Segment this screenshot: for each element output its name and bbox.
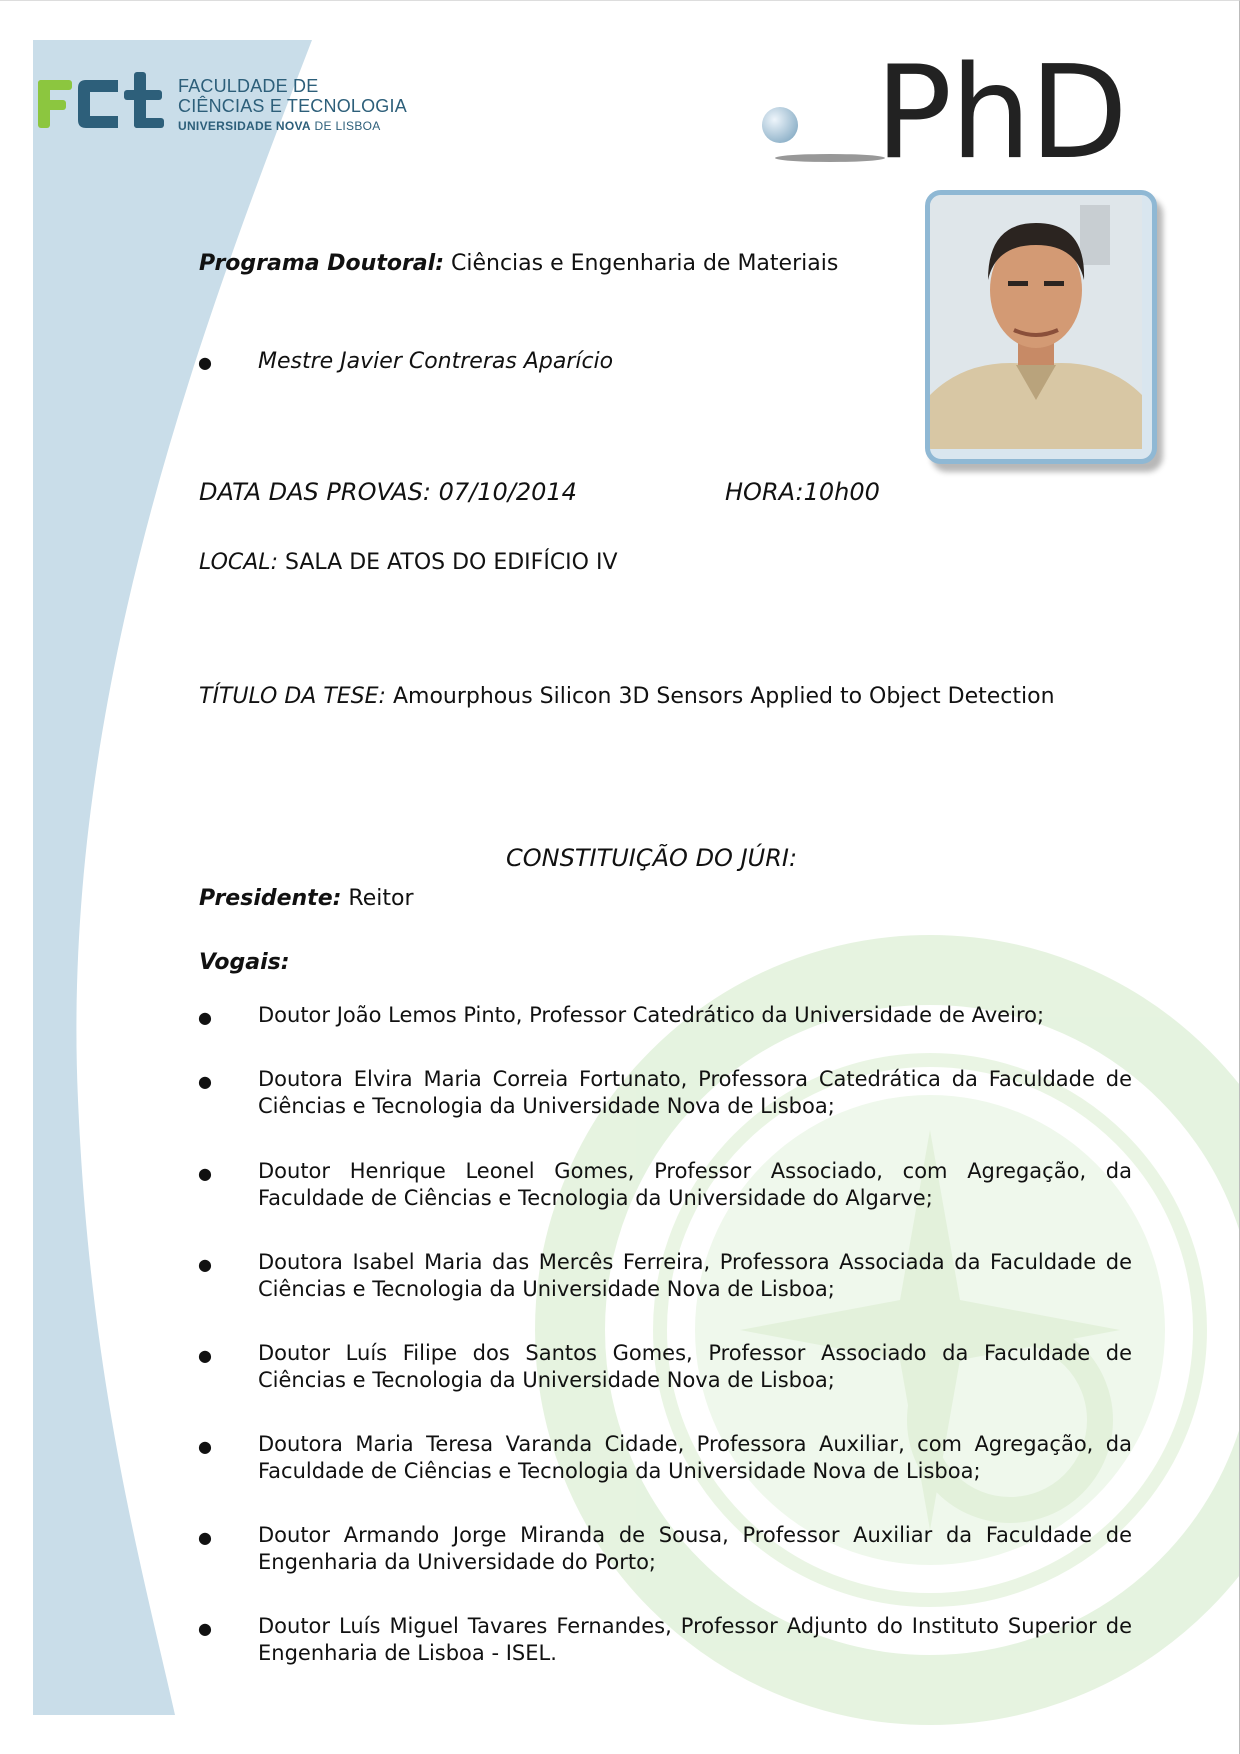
logo-line-faculdade: FACULDADE DE — [178, 76, 319, 96]
provas-date-line — [199, 479, 577, 506]
candidate-portrait-image — [930, 195, 1142, 449]
bullet-icon: ● — [198, 1346, 212, 1365]
local-line — [199, 549, 618, 576]
programa-line — [199, 250, 838, 277]
candidate-name: Mestre Javier Contreras Aparício — [258, 349, 614, 374]
bullet-icon: ● — [198, 1255, 212, 1274]
bullet-icon: ● — [198, 1072, 212, 1091]
juri-member: Doutor Henrique Leonel Gomes, Professor Associado, com Agregação, da Faculdade de Ciências e Tecnologia da Universidade do Algarve; — [258, 1159, 1132, 1210]
sphere-icon — [762, 107, 798, 143]
juri-member: Doutor Luís Miguel Tavares Fernandes, Professor Adjunto do Instituto Superior de Engenharia de Lisboa - ISEL. — [258, 1614, 1132, 1665]
juri-heading: CONSTITUIÇÃO DO JÚRI: — [506, 844, 798, 872]
provas-hour-value: 10h00 — [803, 478, 880, 506]
presidente-value: Reitor — [341, 886, 414, 911]
tese-label: TÍTULO DA TESE: — [199, 684, 386, 709]
bullet-icon: ● — [198, 1164, 212, 1183]
juri-member: Doutor João Lemos Pinto, Professor Catedrático da Universidade de Aveiro; — [258, 1003, 1045, 1027]
provas-hour-line — [725, 479, 880, 506]
presidente-line — [199, 885, 414, 912]
tese-line — [199, 683, 1055, 710]
local-label: LOCAL: — [199, 550, 278, 575]
provas-date-value: 07/10/2014 — [430, 478, 577, 506]
logo-universidade-bold: UNIVERSIDADE NOVA — [178, 119, 311, 133]
provas-hour-label: HORA: — [725, 478, 804, 506]
juri-member: Doutora Isabel Maria das Mercês Ferreira, Professora Associada da Faculdade de Ciências e Tecnologia da Universidade Nova de Lisboa; — [258, 1250, 1132, 1301]
tese-value: Amourphous Silicon 3D Sensors Applied to Object Detection — [385, 684, 1055, 709]
programa-label: Programa Doutoral: — [199, 251, 444, 276]
bullet-icon: ● — [198, 353, 212, 372]
presidente-label: Presidente: — [199, 886, 342, 911]
bullet-icon: ● — [198, 1528, 212, 1547]
programa-value: Ciências e Engenharia de Materiais — [444, 251, 839, 276]
logo-line-ciencias: CIÊNCIAS E TECNOLOGIA — [178, 96, 407, 116]
logo-universidade-thin: DE LISBOA — [310, 119, 381, 133]
bullet-icon: ● — [198, 1619, 212, 1638]
bullet-icon: ● — [198, 1008, 212, 1027]
juri-member: Doutor Armando Jorge Miranda de Sousa, Professor Auxiliar da Faculdade de Engenharia da Universidade do Porto; — [258, 1523, 1132, 1574]
juri-member: Doutora Elvira Maria Correia Fortunato, Professora Catedrática da Faculdade de Ciências e Tecnologia da Universidade Nova de Lisboa; — [258, 1067, 1132, 1118]
vogais-label: Vogais: — [199, 950, 290, 975]
local-value: SALA DE ATOS DO EDIFÍCIO IV — [277, 550, 618, 575]
juri-member: Doutora Maria Teresa Varanda Cidade, Professora Auxiliar, com Agregação, da Faculdade de Ciências e Tecnologia da Universidade Nova de Lisboa; — [258, 1432, 1132, 1483]
fct-logo-text — [178, 76, 407, 136]
bullet-icon: ● — [198, 1437, 212, 1456]
logo-line-universidade — [178, 116, 407, 136]
juri-member: Doutor Luís Filipe dos Santos Gomes, Professor Associado da Faculdade de Ciências e Tecnologia da Universidade Nova de Lisboa; — [258, 1341, 1132, 1392]
provas-date-label: DATA DAS PROVAS: — [199, 478, 431, 506]
phd-title: PhD — [875, 39, 1126, 188]
candidate-photo — [925, 190, 1157, 464]
